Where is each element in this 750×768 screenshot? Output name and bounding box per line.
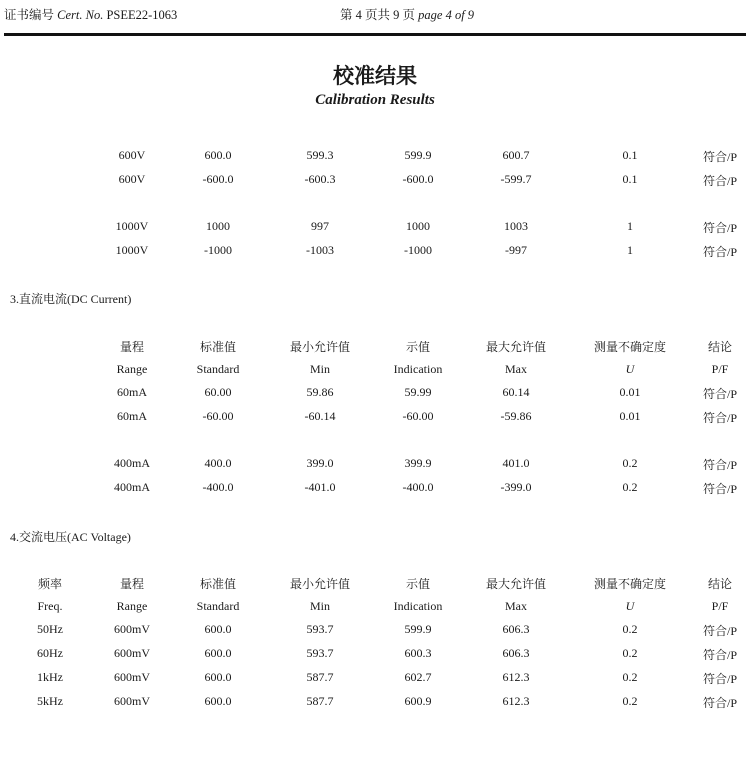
table-cell: U <box>625 599 635 613</box>
cert-number-line <box>4 5 177 23</box>
table-cell: 符合/P <box>702 150 738 164</box>
table-cell: Freq. <box>37 599 63 613</box>
table-cell: -600.3 <box>304 172 336 186</box>
table-cell: 60mA <box>117 409 147 423</box>
table-cell: 401.0 <box>502 456 530 470</box>
table-cell: -399.0 <box>500 480 532 494</box>
cert-number: PSEE22-1063 <box>106 8 178 22</box>
table-cell: -1000 <box>204 243 232 257</box>
table-cell: 400mA <box>114 456 150 470</box>
table-cell: 60Hz <box>37 646 63 660</box>
page-title: 校准结果 <box>333 64 417 88</box>
table-cell: -1003 <box>306 243 334 257</box>
table-cell: -60.00 <box>202 409 234 423</box>
table-cell: 0.1 <box>622 172 638 186</box>
table-cell: 符合/P <box>702 624 738 638</box>
table-cell: Max <box>505 599 527 613</box>
table-cell: 1 <box>627 243 633 257</box>
table-cell: 600.9 <box>404 694 432 708</box>
table-cell: 符合/P <box>702 648 738 662</box>
table-cell: Standard <box>196 362 240 376</box>
table-cell: 符合/P <box>702 245 738 259</box>
table-row <box>0 620 750 640</box>
table-cell: -600.0 <box>202 172 234 186</box>
table-cell: 标准值 <box>199 577 237 591</box>
table-cell: 测量不确定度 <box>593 340 667 354</box>
table-cell: 60.00 <box>204 385 232 399</box>
table-cell: 600.0 <box>204 646 232 660</box>
table-cell: 602.7 <box>404 670 432 684</box>
table-cell: 符合/P <box>702 458 738 472</box>
table-cell: 量程 <box>119 340 145 354</box>
table-cell: 符合/P <box>702 482 738 496</box>
table-cell: 59.86 <box>306 385 334 399</box>
table-cell: 593.7 <box>306 622 334 636</box>
table-cell: 最小允许值 <box>289 577 351 591</box>
table-cell: -60.14 <box>304 409 336 423</box>
section-heading-dc-current: 3.直流电流(DC Current) <box>10 292 132 306</box>
table-cell: 600mV <box>114 694 150 708</box>
table-cell: -401.0 <box>304 480 336 494</box>
table-cell: 1kHz <box>37 670 63 684</box>
table-cell: 600.0 <box>204 694 232 708</box>
page-number-en: page 4 of 9 <box>418 8 475 22</box>
table-cell: 1 <box>627 219 633 233</box>
table-cell: 600.7 <box>502 148 530 162</box>
table-row <box>0 217 750 237</box>
cert-label: 证书编号 <box>4 8 55 22</box>
table-cell: -1000 <box>404 243 432 257</box>
table-row <box>0 241 750 261</box>
table-cell: 0.2 <box>622 480 638 494</box>
table-cell: 600.0 <box>204 622 232 636</box>
table-cell: -59.86 <box>500 409 532 423</box>
table-cell: 600.0 <box>204 148 232 162</box>
table-cell: 60mA <box>117 385 147 399</box>
table-cell: 示值 <box>405 577 431 591</box>
table-cell: 5kHz <box>37 694 63 708</box>
table-cell: P/F <box>711 599 729 613</box>
table-row <box>0 170 750 190</box>
table-cell: -400.0 <box>402 480 434 494</box>
table-cell: 0.01 <box>619 385 641 399</box>
table-cell: 400mA <box>114 480 150 494</box>
table-cell: 0.01 <box>619 409 641 423</box>
table-cell: 0.2 <box>622 646 638 660</box>
table-cell: 599.9 <box>404 148 432 162</box>
table-cell: Min <box>309 362 331 376</box>
table-cell: 600V <box>118 148 146 162</box>
page-number-cn: 第 4 页共 9 页 <box>340 8 416 22</box>
table-cell: 600mV <box>114 646 150 660</box>
table-cell: 399.0 <box>306 456 334 470</box>
table-cell: 600.3 <box>404 646 432 660</box>
table-cell: 测量不确定度 <box>593 577 667 591</box>
table-cell: 最大允许值 <box>485 577 547 591</box>
table-cell: 量程 <box>119 577 145 591</box>
table-row <box>0 644 750 664</box>
table-cell: 593.7 <box>306 646 334 660</box>
table-cell: 符合/P <box>702 387 738 401</box>
table-cell: 997 <box>311 219 329 233</box>
table-cell: 600.0 <box>204 670 232 684</box>
table-cell: 1000 <box>406 219 430 233</box>
table-cell: 50Hz <box>37 622 63 636</box>
table-row <box>0 383 750 403</box>
table-cell: 400.0 <box>204 456 232 470</box>
table-cell: -997 <box>505 243 527 257</box>
table-cell: 示值 <box>405 340 431 354</box>
table-cell: 599.3 <box>306 148 334 162</box>
table-cell: 0.2 <box>622 670 638 684</box>
table-cell: 1000V <box>115 219 149 233</box>
table-cell: 0.2 <box>622 456 638 470</box>
table-row <box>0 478 750 498</box>
page-number-line <box>340 5 474 23</box>
table-cell: 587.7 <box>306 694 334 708</box>
header-rule <box>4 33 746 36</box>
table-cell: -600.0 <box>402 172 434 186</box>
table-cell: 59.99 <box>404 385 432 399</box>
table-cell: Min <box>309 599 331 613</box>
table-cell: 0.2 <box>622 622 638 636</box>
table-cell: 1000V <box>115 243 149 257</box>
table-cell: -60.00 <box>402 409 434 423</box>
page-subtitle: Calibration Results <box>315 92 435 108</box>
table-cell: 612.3 <box>502 694 530 708</box>
table-cell: 600mV <box>114 670 150 684</box>
table-cell: 频率 <box>37 577 63 591</box>
table-cell: 0.1 <box>622 148 638 162</box>
table-cell: 1003 <box>504 219 528 233</box>
table-cell: 符合/P <box>702 221 738 235</box>
table-cell: 587.7 <box>306 670 334 684</box>
table-cell: Range <box>116 599 148 613</box>
table-cell: 612.3 <box>502 670 530 684</box>
table-header-row-en <box>0 597 750 617</box>
table-cell: 399.9 <box>404 456 432 470</box>
table-cell: Max <box>505 362 527 376</box>
table-row <box>0 668 750 688</box>
table-cell: Range <box>116 362 148 376</box>
table-cell: 结论 <box>707 340 733 354</box>
table-cell: -599.7 <box>500 172 532 186</box>
table-cell: Indication <box>393 362 443 376</box>
section-heading-ac-voltage: 4.交流电压(AC Voltage) <box>10 530 131 544</box>
table-header-row-cn <box>0 336 750 356</box>
cert-label-en: Cert. No. <box>57 8 104 22</box>
table-header-row-cn <box>0 573 750 593</box>
table-row <box>0 692 750 712</box>
table-cell: -400.0 <box>202 480 234 494</box>
table-cell: 1000 <box>206 219 230 233</box>
table-cell: 599.9 <box>404 622 432 636</box>
table-cell: 0.2 <box>622 694 638 708</box>
table-cell: 符合/P <box>702 411 738 425</box>
table-row <box>0 407 750 427</box>
table-cell: 最大允许值 <box>485 340 547 354</box>
table-cell: 标准值 <box>199 340 237 354</box>
table-cell: 符合/P <box>702 174 738 188</box>
table-cell: 结论 <box>707 577 733 591</box>
table-cell: 606.3 <box>502 646 530 660</box>
table-cell: 最小允许值 <box>289 340 351 354</box>
table-cell: Indication <box>393 599 443 613</box>
table-cell: 符合/P <box>702 672 738 686</box>
table-cell: 600mV <box>114 622 150 636</box>
table-cell: 606.3 <box>502 622 530 636</box>
table-header-row-en <box>0 360 750 380</box>
table-cell: Standard <box>196 599 240 613</box>
table-cell: P/F <box>711 362 729 376</box>
table-row <box>0 146 750 166</box>
table-cell: 符合/P <box>702 696 738 710</box>
table-cell: U <box>625 362 635 376</box>
table-row <box>0 454 750 474</box>
table-cell: 600V <box>118 172 146 186</box>
table-cell: 60.14 <box>502 385 530 399</box>
